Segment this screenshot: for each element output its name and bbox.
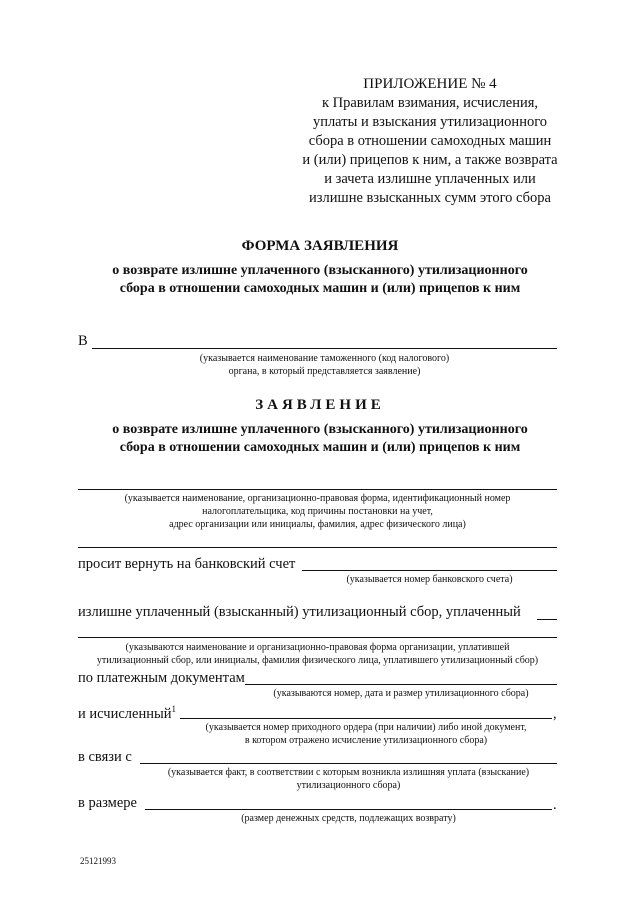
docs-label: по платежным документам [78, 670, 245, 686]
calc-label [78, 704, 176, 723]
statement-subtitle-line: о возврате излишне уплаченного (взысканного) утилизационного [112, 422, 528, 437]
paid-label: излишне уплаченный (взысканный) утилизационный сбор, уплаченный [78, 604, 521, 620]
hint-line: (указывается наименование таможенного (код налогового) [199, 353, 450, 364]
docs-field[interactable] [245, 684, 557, 685]
hint-line: налогоплательщика, код причины постановки на учет, [202, 506, 433, 517]
bank-label: просит вернуть на банковский счет [78, 556, 296, 572]
hint-line: адрес организации или инициалы, фамилия, адрес физического лица) [169, 519, 466, 530]
hint-line: в котором отражено исчисление утилизационного сбора) [244, 735, 488, 746]
to-label: В [78, 333, 88, 349]
hint-line: (указывается номер приходного ордера (при наличии) либо иной документ, [205, 722, 527, 733]
form-subtitle-line: сбора в отношении самоходных машин и (или) прицепов к ним [119, 281, 521, 296]
reason-field[interactable] [140, 763, 557, 764]
reason-label: в связи с [78, 749, 132, 765]
form-subtitle-line: о возврате излишне уплаченного (взысканного) утилизационного [112, 263, 528, 278]
statement-subtitle-line: сбора в отношении самоходных машин и (или) прицепов к ним [119, 440, 521, 455]
amount-dot: . [553, 797, 557, 813]
bank-hint: (указывается номер банковского счета) [346, 574, 513, 585]
amount-hint: (размер денежных средств, подлежащих возврату) [241, 813, 456, 824]
appendix-block [280, 75, 580, 208]
form-title: ФОРМА ЗАЯВЛЕНИЯ [241, 238, 399, 254]
calc-label-text: и исчисленный [78, 705, 172, 722]
to-field[interactable] [92, 348, 557, 349]
appendix-line: и (или) прицепов к ним, а также возврата [302, 152, 558, 168]
hint-line: утилизационного сбора) [296, 780, 401, 791]
statement-title: ЗАЯВЛЕНИЕ [255, 397, 385, 413]
form-subtitle [0, 262, 640, 298]
amount-label: в размере [78, 795, 137, 811]
document-code: 25121993 [80, 856, 116, 866]
docs-hint: (указываются номер, дата и размер утилизационного сбора) [273, 688, 529, 699]
hint-line: (указываются наименование и организационно-правовая форма организации, уплатившей [125, 642, 510, 653]
hint-line: (указывается факт, в соответствии с которым возникла излишняя уплата (взыскание) [167, 767, 530, 778]
hint-line: (указывается наименование, организационно-правовая форма, идентификационный номер [124, 493, 511, 504]
payer-hint [60, 641, 575, 667]
amount-field[interactable] [145, 809, 552, 810]
calc-field[interactable] [180, 718, 552, 719]
appendix-title: ПРИЛОЖЕНИЕ № 4 [363, 76, 497, 92]
appendix-line: и зачета излишне уплаченных или [324, 171, 536, 187]
paid-field[interactable] [537, 619, 557, 620]
statement-subtitle [0, 421, 640, 457]
appendix-line: излишне взысканных сумм этого сбора [309, 190, 551, 206]
applicant-field-2[interactable] [78, 547, 557, 548]
footnote-ref: 1 [171, 704, 176, 714]
applicant-field[interactable] [78, 489, 557, 490]
calc-comma: , [553, 706, 557, 722]
applicant-hint [78, 492, 557, 531]
bank-account-field[interactable] [302, 570, 557, 571]
hint-line: утилизационный сбор, или инициалы, фамилия физического лица, уплатившего утилизационный сбор) [96, 655, 539, 666]
calc-hint [180, 721, 552, 747]
hint-line: органа, в который представляется заявление) [228, 366, 421, 377]
to-hint [92, 352, 557, 378]
appendix-line: сбора в отношении самоходных машин [308, 133, 552, 149]
payer-field[interactable] [78, 637, 557, 638]
appendix-line: к Правилам взимания, исчисления, [321, 95, 539, 111]
appendix-line: уплаты и взыскания утилизационного [312, 114, 548, 130]
reason-hint [140, 766, 557, 792]
